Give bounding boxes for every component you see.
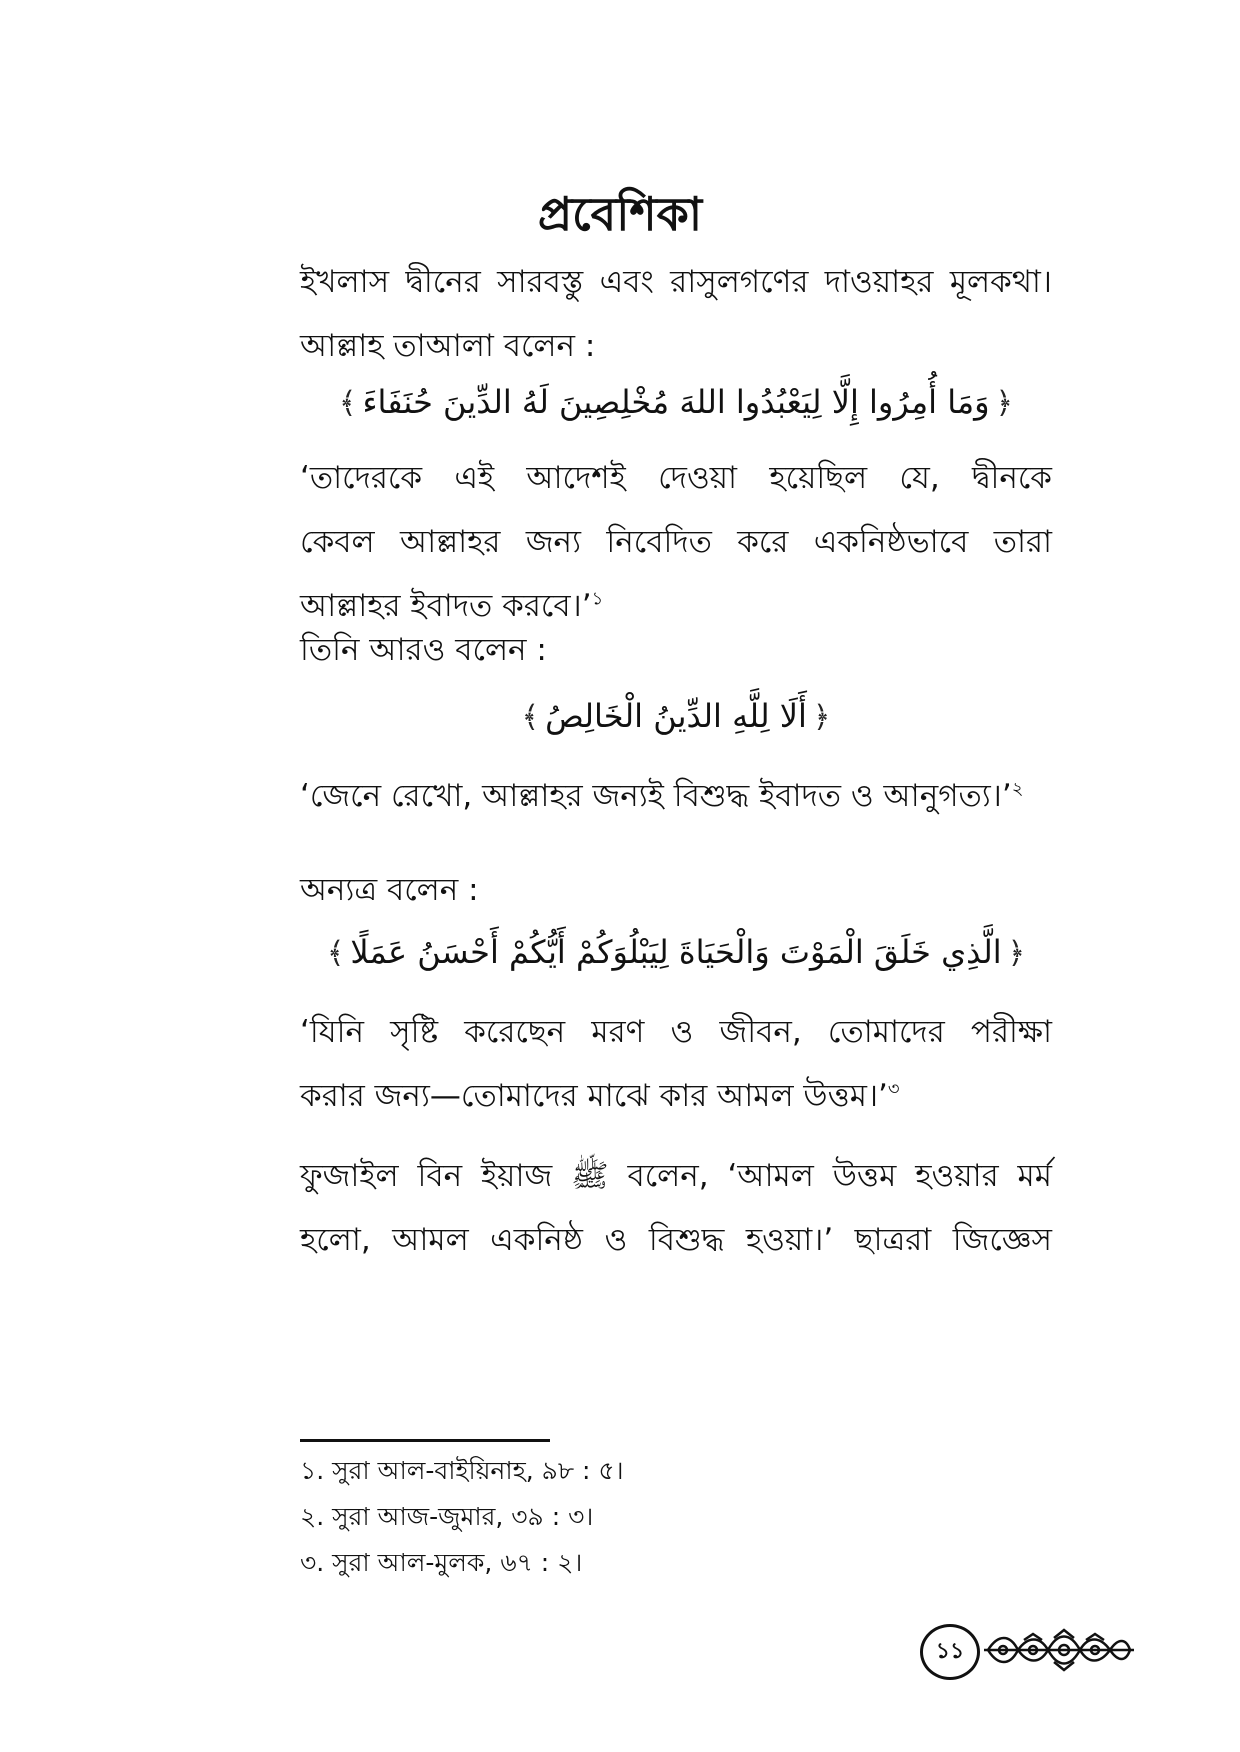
verse-1-translation-line-1: ‘তাদেরকে এই আদেশই দেওয়া হয়েছিল যে, দ্বীনকে: [300, 460, 1052, 496]
footnote-2: ২. সুরা আজ-জুমার, ৩৯ : ৩।: [300, 1502, 594, 1531]
verse-3-translation-line-1: ‘যিনি সৃষ্টি করেছেন মরণ ও জীবন, তোমাদের পরীক্ষা: [300, 1014, 1052, 1050]
verse-2-arabic-text: أَلَا لِلَّهِ الدِّينُ الْخَالِصُ: [545, 697, 807, 735]
closing-line-1: ফুজাইল বিন ইয়াজ ﷺ বলেন, ‘আমল উত্তম হওয়ার মর্ম: [300, 1158, 1052, 1194]
verse-3-arabic-text: الَّذِي خَلَقَ الْمَوْتَ وَالْحَيَاةَ لِيَبْلُوَكُمْ أَيُّكُمْ أَحْسَنُ عَمَلًا: [350, 933, 1002, 971]
intro-line-1: ইখলাস দ্বীনের সারবস্তু এবং রাসুলগণের দাওয়াহর মূলকথা।: [300, 264, 1052, 300]
verse-2-arabic: [300, 686, 1052, 748]
footnote-ref-1: ১: [591, 588, 604, 610]
ornate-bracket-open-icon: ﴿: [995, 386, 1014, 421]
verse-3-translation-line-2-text: করার জন্য—তোমাদের মাঝে কার আমল উত্তম।’: [300, 1078, 888, 1114]
footnote-1: ১. সুরা আল-বাইয়িনাহ, ৯৮ : ৫।: [300, 1456, 624, 1485]
verse-2-translation-line: [300, 764, 1052, 828]
ornate-bracket-close-icon: ﴾: [338, 386, 357, 421]
verse-2-translation: [300, 764, 1052, 828]
footnote-ref-2: ২: [1011, 778, 1024, 800]
ornate-bracket-close-icon: ﴾: [326, 936, 345, 971]
intro-2: [300, 618, 1052, 682]
intro-3-text: অন্যত্র বলেন :: [300, 872, 479, 908]
verse-1-translation-line-2: কেবল আল্লাহর জন্য নিবেদিত করে একনিষ্ঠভাবে তারা: [300, 524, 1052, 560]
verse-1-translation-line-3-text: আল্লাহর ইবাদত করবে।’: [300, 588, 592, 624]
decorative-ornament-icon: [984, 1628, 1134, 1672]
verse-1-arabic: [300, 372, 1052, 434]
footnote-divider: [300, 1439, 550, 1442]
verse-3-translation: [300, 1000, 1052, 1128]
ornate-bracket-open-icon: ﴿: [1007, 936, 1026, 971]
footnote-ref-3: ৩: [887, 1078, 900, 1100]
footnotes: [300, 1448, 1000, 1586]
page-number: ১১: [920, 1624, 980, 1680]
verse-2-translation-text: ‘জেনে রেখো, আল্লাহর জন্যই বিশুদ্ধ ইবাদত ও আনুগত্য।’: [300, 778, 1012, 814]
page-footer: [920, 1624, 1140, 1680]
closing-line-2: হলো, আমল একনিষ্ঠ ও বিশুদ্ধ হওয়া।’ ছাত্ররা জিজ্ঞেস: [300, 1222, 1052, 1258]
intro-2-text: তিনি আরও বলেন :: [300, 632, 547, 668]
chapter-title: প্রবেশিকা: [537, 187, 703, 241]
intro-3: [300, 858, 1052, 922]
closing-paragraph: [300, 1144, 1052, 1272]
verse-1-translation: [300, 446, 1052, 638]
verse-3-arabic: [300, 922, 1052, 984]
footnote-3: ৩. সুরা আল-মুলক, ৬৭ : ২।: [300, 1548, 583, 1577]
verse-1-arabic-text: وَمَا أُمِرُوا إِلَّا لِيَعْبُدُوا اللهَ مُخْلِصِينَ لَهُ الدِّينَ حُنَفَاءَ: [362, 383, 990, 421]
intro-paragraph: [300, 250, 1052, 378]
ornate-bracket-open-icon: ﴿: [812, 700, 831, 735]
ornate-bracket-close-icon: ﴾: [521, 700, 540, 735]
verse-3-translation-line-2: [300, 1064, 1052, 1128]
intro-line-2: আল্লাহ তাআলা বলেন :: [300, 328, 596, 364]
